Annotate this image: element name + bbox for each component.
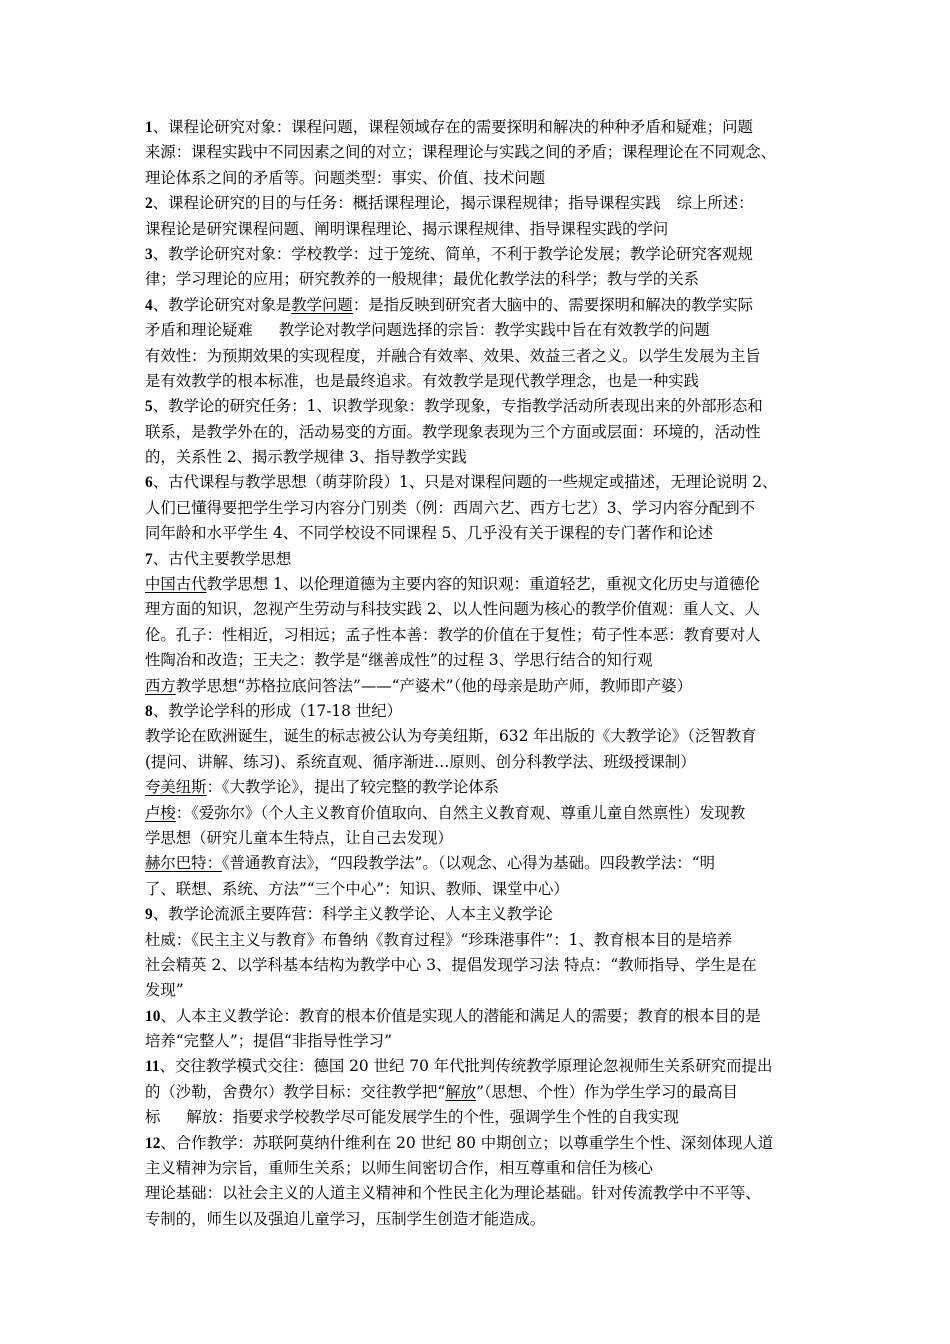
section-number: 4 <box>145 296 153 314</box>
line-text: 了、联想、系统、方法”“三个中心”：知识、教师、课堂中心） <box>145 879 569 898</box>
underlined-term: 中国古代 <box>145 575 207 594</box>
text-line <box>145 750 809 775</box>
line-text-continued: 教学思想“苏格拉底问答法”——“产婆术”（他的母亲是助产师，教师即产婆） <box>175 676 693 695</box>
text-line <box>145 369 809 394</box>
line-text-continued: 《普通教育法》，“四段教学法”。（以观念、心得为基础。四段教学法：“明 <box>221 854 715 873</box>
text-line <box>145 521 809 546</box>
text-line <box>145 166 809 191</box>
line-text-continued: ：是指反映到研究者大脑中的、需要探明和解决的教学实际 <box>352 295 753 314</box>
section-number: 6 <box>145 474 153 492</box>
line-text: 、教学论研究对象是 <box>152 295 292 314</box>
line-text: 学思想（研究儿童本生特点，让自己去发现） <box>145 828 453 847</box>
text-line <box>145 420 809 445</box>
text-line <box>145 801 809 826</box>
line-text: 、古代课程与教学思想（萌芽阶段）1、只是对课程问题的一些规定或描述，无理论说明 2、 <box>152 473 778 492</box>
underlined-term: 西方 <box>145 676 176 695</box>
text-line <box>145 674 809 699</box>
line-text: 社会精英 2、以学科基本结构为教学中心 3、提倡发现学习法 特点：“教师指导、学生是在 <box>145 955 757 974</box>
text-line <box>145 724 809 749</box>
text-line <box>145 572 809 597</box>
text-line <box>145 470 809 495</box>
line-text: 的（沙勒，舍费尔）教学目标：交往教学把“ <box>145 1082 446 1101</box>
section-number: 5 <box>145 398 153 416</box>
text-line <box>145 115 809 140</box>
line-text: 的，关系性 2、揭示教学规律 3、指导教学实践 <box>145 448 467 467</box>
line-text: 、交往教学模式交往：德国 20 世纪 70 年代批判传统教学原理论忽视师生关系研究而提出 <box>159 1057 773 1076</box>
text-line <box>145 623 809 648</box>
line-text: 教学论在欧洲诞生，诞生的标志被公认为夸美纽斯，632 年出版的《大教学论》（泛智教育 <box>145 727 757 746</box>
line-text: 杜威：《民主主义与教育》布鲁纳《教育过程》“珍珠港事件”：1、教育根本目的是培养 <box>145 930 733 949</box>
text-line <box>145 267 809 292</box>
section-number: 11 <box>145 1058 160 1076</box>
section-number: 9 <box>145 906 153 924</box>
text-line <box>145 978 809 1003</box>
line-text-continued: 教学思想 1、以伦理道德为主要内容的知识观：重道轻艺，重视文化历史与道德伦 <box>206 575 760 594</box>
section-number: 1 <box>145 119 153 136</box>
text-line <box>145 1080 809 1105</box>
line-text: 、教学论学科的形成（17-18 世纪） <box>152 701 403 720</box>
line-text: 、人本主义教学论：教育的根本价值是实现人的潜能和满足人的需要；教育的根本目的是 <box>160 1006 761 1025</box>
line-text: 培养“完整人”；提倡“非指导性学习” <box>145 1032 392 1051</box>
section-number: 10 <box>145 1007 161 1025</box>
underlined-term: 卢梭 <box>145 803 176 822</box>
document-body <box>145 115 809 1232</box>
text-line <box>145 699 809 724</box>
section-number: 8 <box>145 702 153 720</box>
text-line <box>145 597 809 622</box>
text-line <box>145 1004 809 1029</box>
text-line <box>145 496 809 521</box>
text-line <box>145 1156 809 1181</box>
line-text: 课程论是研究课程问题、阐明课程理论、揭示课程规律、指导课程实践的学问 <box>145 219 669 238</box>
line-text: 专制的，师生以及强迫儿童学习，压制学生创造才能造成。 <box>145 1209 546 1228</box>
line-text: 标 <box>145 1108 161 1127</box>
line-text: 来源：课程实践中不同因素之间的对立；课程理论与实践之间的矛盾；课程理论在不同观念、 <box>145 143 777 162</box>
underlined-term: 解放 <box>445 1082 477 1101</box>
text-line <box>145 318 809 343</box>
line-text: 联系，是教学外在的，活动易变的方面。教学现象表现为三个方面或层面：环境的，活动性 <box>145 422 761 441</box>
section-number: 3 <box>145 245 153 263</box>
line-text: 发现” <box>145 981 184 1000</box>
line-text-continued: ：《大教学论》，提出了较完整的教学论体系 <box>206 778 499 797</box>
text-line <box>145 140 809 165</box>
text-line <box>145 775 809 800</box>
text-line <box>145 648 809 673</box>
text-line <box>145 217 809 242</box>
line-text: 是有效教学的根本标准，也是最终追求。有效教学是现代教学理念，也是一种实践 <box>145 371 700 390</box>
text-line <box>145 826 809 851</box>
line-text: (提问、讲解、练习)、系统直观、循序渐进…原则、创分科教学法、班级授课制） <box>145 752 696 771</box>
line-text: 伦。孔子：性相近，习相远；孟子性本善：教学的价值在于复性；荀子性本恶：教育要对人 <box>145 625 761 644</box>
line-text: 、古代主要教学思想 <box>152 549 292 568</box>
text-line <box>145 1054 809 1079</box>
text-line <box>145 242 809 267</box>
text-line <box>145 928 809 953</box>
text-line <box>145 1181 809 1206</box>
line-text: 矛盾和理论疑难 <box>145 321 253 340</box>
text-line <box>145 344 809 369</box>
line-text: 同年龄和水平学生 4、不同学校设不同课程 5、几乎没有关于课程的专门著作和论述 <box>145 524 714 543</box>
text-line <box>145 877 809 902</box>
text-line <box>145 394 809 419</box>
line-text: 、合作教学：苏联阿莫纳什维利在 20 世纪 80 中期创立；以尊重学生个性、深刻体现人道 <box>160 1133 774 1152</box>
line-text: 人们已懂得要把学生学习内容分门别类（例：西周六艺、西方七艺）3、学习内容分配到不 <box>145 498 756 517</box>
line-text-continued: ”（思想、个性）作为学生学习的最高目 <box>476 1082 738 1101</box>
line-text-continued: 综上所述： <box>676 194 754 213</box>
text-line <box>145 1207 809 1232</box>
underlined-term: 教学问题 <box>291 295 353 314</box>
line-text: 理方面的知识，忽视产生劳动与科技实践 2、以人性问题为核心的教学价值观：重人文、人 <box>145 600 760 619</box>
line-text: 、课程论研究对象：课程问题，课程领域存在的需要探明和解决的种种矛盾和疑难；问题 <box>152 118 753 136</box>
text-line <box>145 851 809 876</box>
text-line <box>145 1131 809 1156</box>
text-line <box>145 547 809 572</box>
text-line <box>145 902 809 927</box>
line-text: 、教学论流派主要阵营：科学主义教学论、人本主义教学论 <box>152 905 553 924</box>
line-text: 、教学论研究对象：学校教学：过于笼统、简单，不利于教学论发展；教学论研究客观规 <box>152 244 753 263</box>
line-text-continued: 教学论对教学问题选择的宗旨：教学实践中旨在有效教学的问题 <box>278 321 710 340</box>
section-number: 2 <box>145 195 153 213</box>
text-line <box>145 293 809 318</box>
text-line <box>145 191 809 216</box>
section-number: 7 <box>145 550 153 568</box>
line-text: 有效性：为预期效果的实现程度，并融合有效率、效果、效益三者之义。以学生发展为主旨 <box>145 346 761 365</box>
line-text-continued: ：《爱弥尔》（个人主义教育价值取向、自然主义教育观、尊重儿童自然禀性）发现教 <box>175 803 746 822</box>
line-text: 理论体系之间的矛盾等。问题类型：事实、价值、技术问题 <box>145 168 546 187</box>
text-line <box>145 1105 809 1130</box>
line-text: 理论基础：以社会主义的人道主义精神和个性民主化为理论基础。针对传流教学中不平等、 <box>145 1184 761 1203</box>
text-line <box>145 953 809 978</box>
section-number: 12 <box>145 1134 161 1152</box>
text-line <box>145 1029 809 1054</box>
underlined-term: 赫尔巴特： <box>145 854 222 873</box>
line-text: 性陶冶和改造；王夫之：教学是“继善成性”的过程 3、学思行结合的知行观 <box>145 651 653 670</box>
underlined-term: 夸美纽斯 <box>145 778 207 797</box>
line-text-continued: 解放：指要求学校教学尽可能发展学生的个性，强调学生个性的自我实现 <box>186 1108 679 1127</box>
line-text: 律；学习理论的应用；研究教养的一般规律；最优化教学法的科学；教与学的关系 <box>145 270 700 289</box>
text-line <box>145 445 809 470</box>
line-text: 主义精神为宗旨，重师生关系；以师生间密切合作，相互尊重和信任为核心 <box>145 1159 653 1178</box>
line-text: 、课程论研究的目的与任务：概括课程理论，揭示课程规律；指导课程实践 <box>152 194 661 213</box>
line-text: 、教学论的研究任务：1、识教学现象：教学现象，专指教学活动所表现出来的外部形态和 <box>152 397 763 416</box>
